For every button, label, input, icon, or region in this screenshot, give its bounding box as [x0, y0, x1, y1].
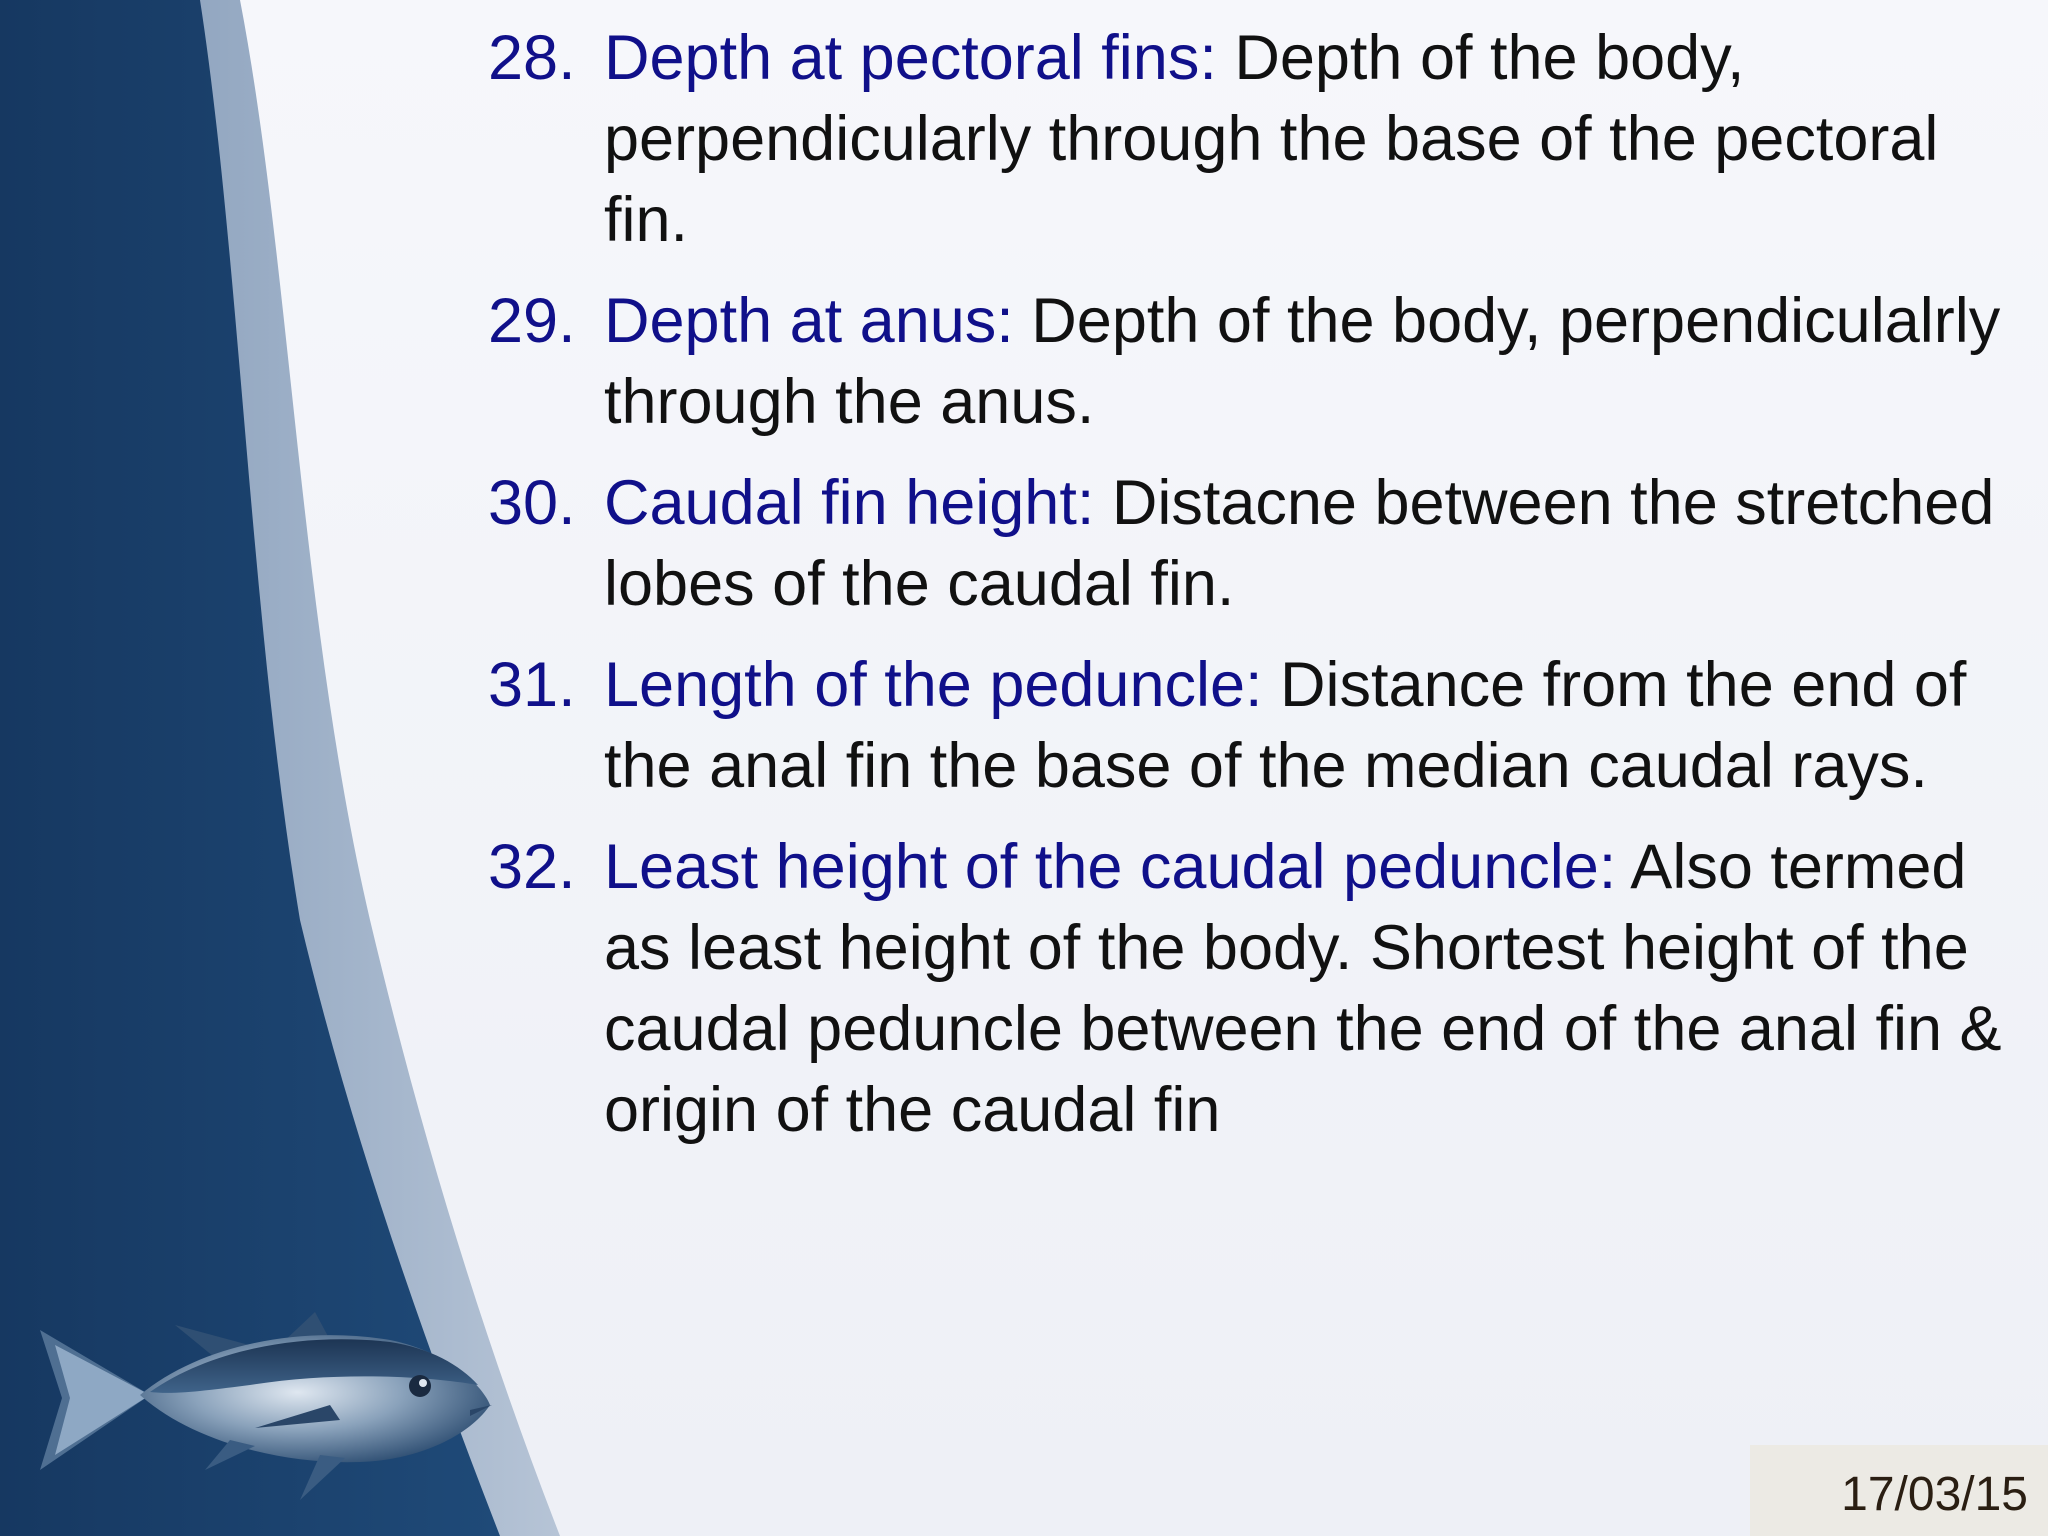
list-item [488, 281, 2028, 443]
footer-date-box [1750, 1445, 2048, 1536]
item-number: 29. [488, 286, 576, 356]
item-definition: Distance from the end of the anal fin the base of the median caudal rays. [604, 650, 1967, 801]
item-definition: Distacne between the stretched lobes of the caudal fin. [604, 468, 1995, 619]
list-item [488, 463, 2028, 625]
item-term: Length of the peduncle: [604, 650, 1263, 720]
item-number: 31. [488, 650, 576, 720]
list-item [488, 18, 2028, 261]
item-number: 32. [488, 832, 576, 902]
item-definition: Depth of the body, perpendicularly through the base of the pectoral fin. [604, 23, 1939, 255]
item-term: Depth at pectoral fins: [604, 23, 1217, 93]
item-definition: Also termed as least height of the body. Shortest height of the caudal peduncle between the end of the anal fin & origin of the caudal fin [604, 832, 2002, 1145]
item-term: Depth at anus: [604, 286, 1014, 356]
item-number: 30. [488, 468, 576, 538]
list-item [488, 827, 2028, 1151]
list-item [488, 645, 2028, 807]
item-term: Least height of the caudal peduncle: [604, 832, 1617, 902]
item-definition: Depth of the body, perpendiculalrly through the anus. [604, 286, 2001, 437]
item-number: 28. [488, 23, 576, 93]
footer-date: 17/03/15 [1841, 1468, 2028, 1521]
definition-list [488, 18, 2028, 1171]
item-term: Caudal fin height: [604, 468, 1095, 538]
